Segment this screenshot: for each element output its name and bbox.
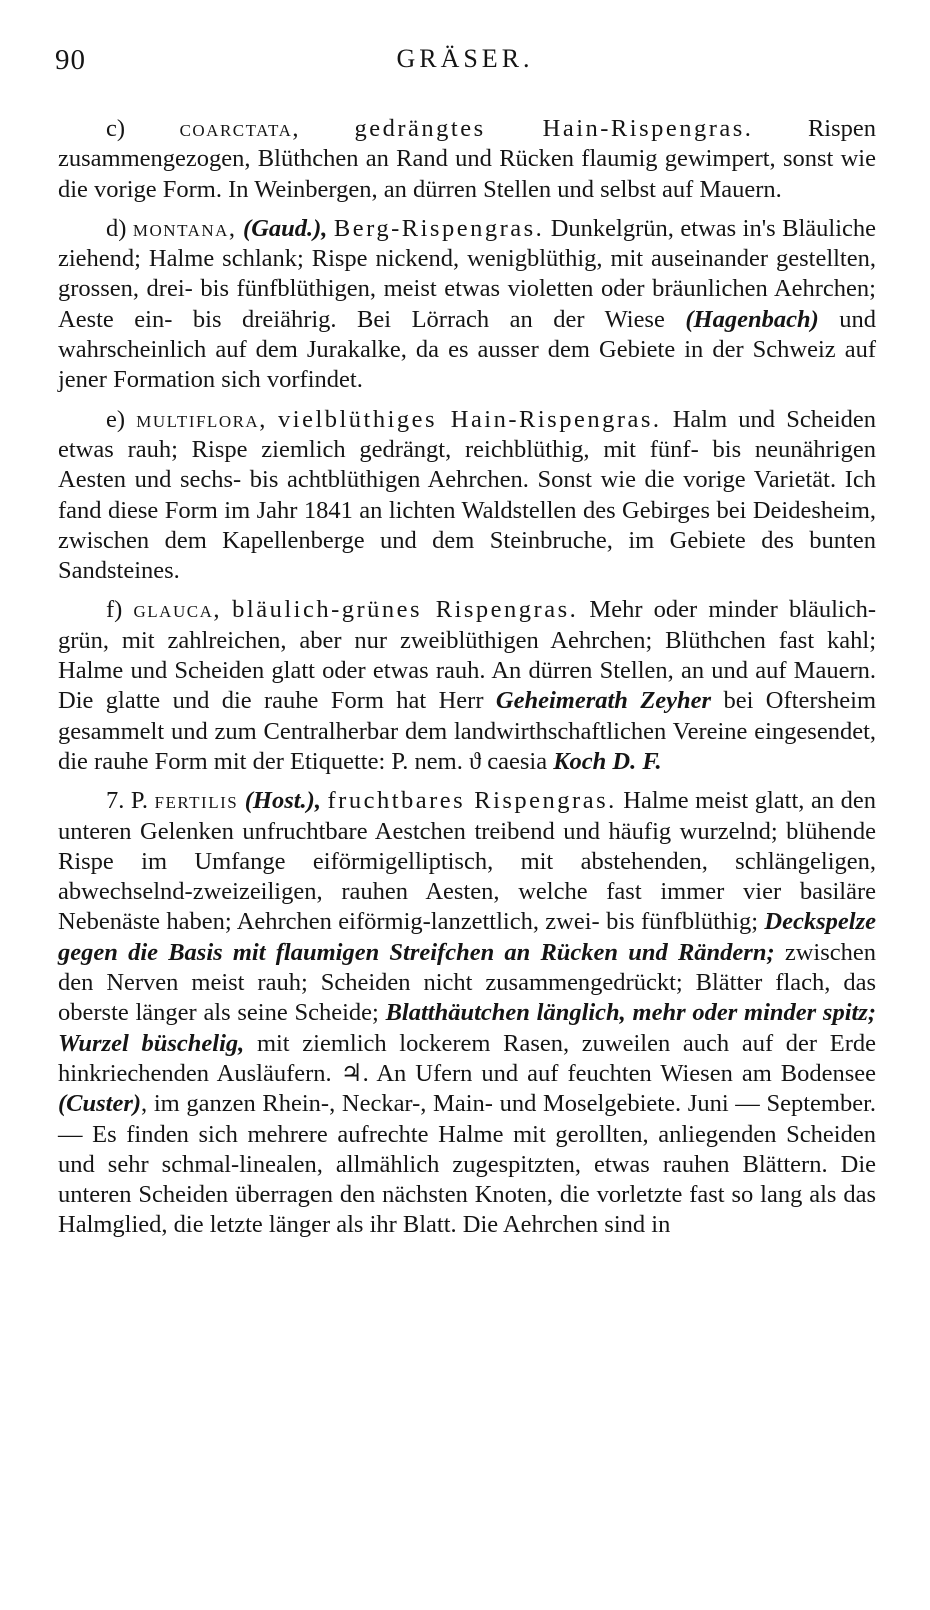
description-text-continued: zwischen den Nerven meist rauh; Scheiden nicht zusammengedrückt; Blätter flach, das oberste länger als seine Scheide; <box>58 938 876 1027</box>
paragraph-glauca <box>58 595 876 777</box>
source-citation: (Custer) <box>58 1090 142 1118</box>
description-text: Halm und Scheiden etwas rauh; Rispe ziemlich gedrängt, reichblüthig, mit fünf- bis neunährigen Aesten und sechs- bis achtblüthigen Aehrchen. Sonst wie die vorige Varietät. Ich fand diese Form im Jahr 1841 an lichten Waldstellen des Gebirges bei Deidesheim, zwischen dem Kapellenberge und dem Steinbruche, im Gebiete des bunten Sandsteines. <box>58 405 877 585</box>
author-citation: (Host.), <box>244 787 321 815</box>
emphasis-blatthaeutchen: Blatthäutchen länglich, mehr oder minder spitz; Wurzel büschelig, <box>58 999 876 1057</box>
common-name: fruchtbares Rispengras. <box>327 787 617 815</box>
common-name: gedrängtes Hain-Rispengras. <box>354 115 754 142</box>
paragraph-fertilis <box>58 786 876 1240</box>
page-header <box>55 44 875 84</box>
paragraph-multiflora <box>58 405 876 587</box>
citation: Koch D. F. <box>553 747 662 775</box>
species-number: 7. P. <box>106 787 148 815</box>
source-citation: (Hagenbach) <box>685 305 819 333</box>
description-text-continued: , im ganzen Rhein-, Neckar-, Main- und Moselgebiete. Juni — September. — Es finden sich mehrere aufrechte Halme mit gerollten, anliegenden Scheiden und sehr schmal-linealen, allmählich zugespitzten, etwas rauhen Blättern. Die unteren Scheiden überragen den nächsten Knoten, die vorletzte fast so lang als das Halmglied, die letzte länger als ihr Blatt. Die Aehrchen sind in <box>58 1090 876 1239</box>
description-text: Rispen zusammengezogen, Blüthchen an Rand und Rücken flaumig gewimpert, sonst wie die vorige Form. In Weinbergen, an dürren Stellen und selbst auf Mauern. <box>58 115 876 203</box>
variety-label: e) <box>106 405 126 433</box>
description-text-continued: und wahrscheinlich auf dem Jurakalke, da es ausser dem Gebiete in der Schweiz auf jener Formation sich vorfindet. <box>58 305 876 394</box>
emphasis-deckspelze: Deckspelze gegen die Basis mit flaumigen Streifchen an Rücken und Rändern; <box>58 908 876 966</box>
variety-name: multiflora, <box>136 405 267 433</box>
page-number: 90 <box>55 44 86 76</box>
variety-label: d) <box>106 214 127 242</box>
variety-label: f) <box>106 596 123 624</box>
description-text: Mehr oder minder bläulich-grün, mit zahlreichen, aber nur zweiblüthigen Aehrchen; Blüthchen fast kahl; Halme und Scheiden glatt oder etwas rauh. An dürren Stellen, an und auf Mauern. Die glatte und die rauhe Form hat Herr <box>58 596 877 715</box>
species-name: fertilis <box>154 787 239 815</box>
variety-name: montana, <box>132 214 237 242</box>
variety-label: c) <box>106 115 126 142</box>
description-text: Dunkelgrün, etwas in's Bläuliche ziehend; Halme schlank; Rispe nickend, wenigblüthig, mit auseinander gestellten, grossen, drei- bis fünfblüthigen, meist etwas violetten oder bräunlichen Aehrchen; Aeste ein- bis dreiährig. Bei Lörrach an der Wiese <box>58 214 877 333</box>
paragraph-montana <box>58 214 876 396</box>
person-name: Geheimerath Zeyher <box>495 687 712 715</box>
description-text-continued: bei Oftersheim gesammelt und zum Centralherbar dem landwirthschaftlichen Vereine eingesendet, die rauhe Form mit der Etiquette: P. nem. ϑ caesia <box>58 687 876 775</box>
page-body <box>58 114 876 1250</box>
author-citation: (Gaud.), <box>243 214 328 242</box>
running-head: GRÄSER. <box>396 44 534 73</box>
variety-name: coarctata, <box>179 115 300 142</box>
paragraph-coarctata <box>58 114 876 205</box>
variety-name: glauca, <box>133 596 221 624</box>
common-name: vielblüthiges Hain-Rispengras. <box>278 405 662 433</box>
common-name: Berg-Rispengras. <box>333 214 545 242</box>
description-text-continued: mit ziemlich lockerem Rasen, zuweilen auch auf der Erde hinkriechenden Ausläufern. ♃. An Ufern und auf feuchten Wiesen am Bodensee <box>58 1029 876 1087</box>
common-name: bläulich-grünes Rispengras. <box>232 596 579 624</box>
description-text: Halme meist glatt, an den unteren Gelenken unfruchtbare Aestchen treibend und häufig wurzelnd; blühende Rispe im Umfange eiförmigelliptisch, mit abstehenden, schlängeligen, abwechselnd-zweizeiligen, rauhen Aesten, welche fast immer vier basiläre Nebenäste haben; Aehrchen eiförmig-lanzettlich, zwei- bis fünfblüthig; <box>58 787 876 936</box>
